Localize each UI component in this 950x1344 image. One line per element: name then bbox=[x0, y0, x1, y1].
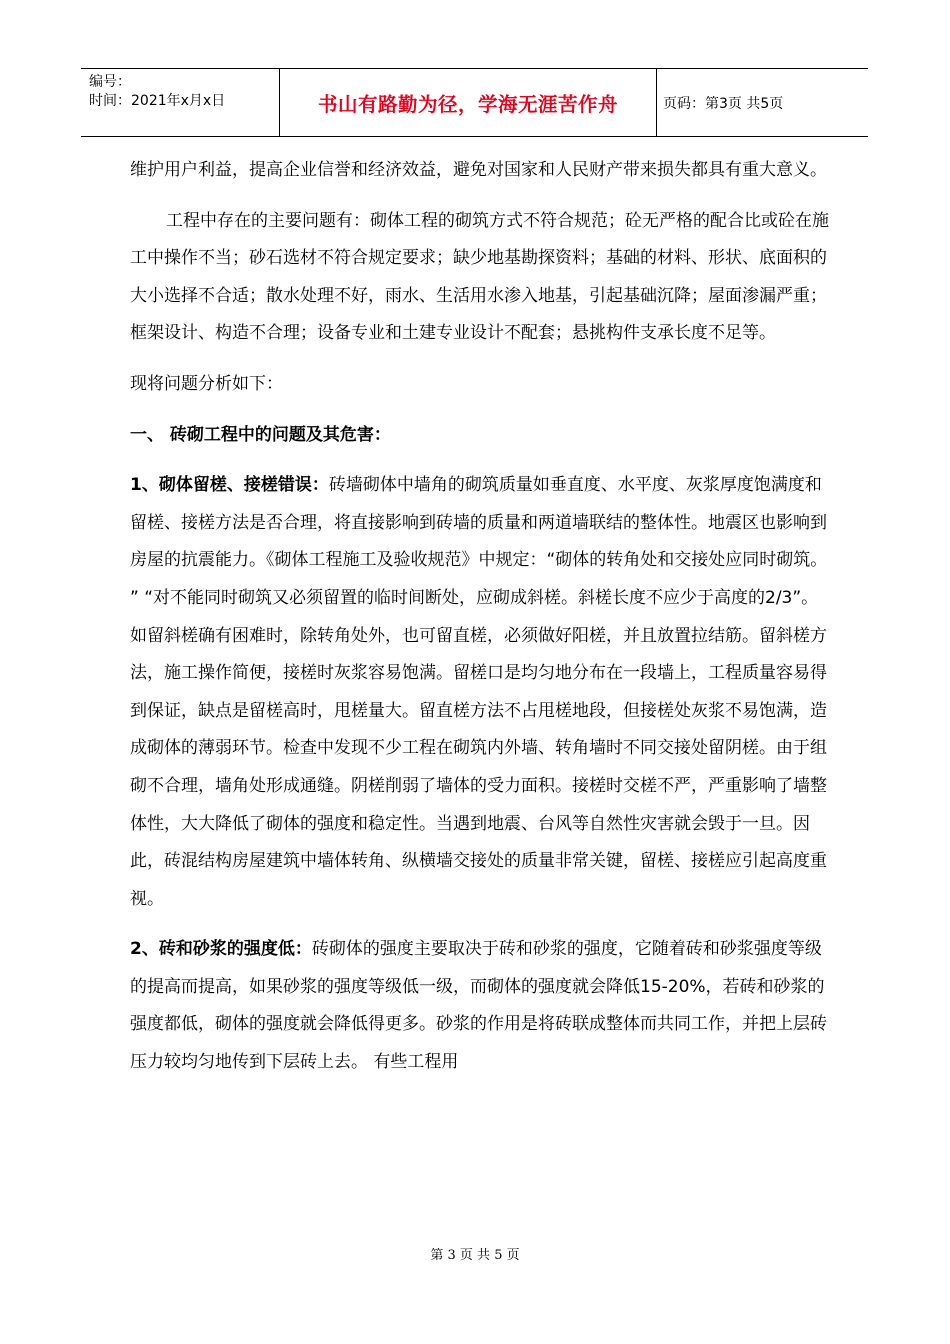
paragraph-text: 砖砌体的强度主要取决于砖和砂浆的强度，它随着砖和砂浆强度等级的提高而提高，如果砂浆的强度等级低一级，而砌体的强度就会降低15-20%，若砖和砂浆的强度都低，砌体的强度就会降低得更多。砂浆的作用是将砖联成整体而共同工作，并把上层砖压力较均匀地传到下层砖上去。 有些工程用 bbox=[130, 939, 827, 1073]
section-heading: 一、 砖砌工程中的问题及其危害： bbox=[130, 424, 391, 445]
paragraph: 工程中存在的主要问题有：砌体工程的砌筑方式不符合规范；砼无严格的配合比或砼在施工中操作不当；砂石选材不符合规定要求；缺少地基勘探资料；基础的材料、形状、底面积的大小选择不合适；散水处理不好，雨水、生活用水渗入地基，引起基础沉降；屋面渗漏严重；框架设计、构造不合理；设备专业和土建专业设计不配套；悬挑构件支承长度不足等。 bbox=[130, 210, 829, 344]
paragraph bbox=[130, 931, 830, 1081]
page-footer: 第 3 页 共 5 页 bbox=[430, 1248, 520, 1263]
page-label: 页码：第3页 共5页 bbox=[663, 95, 784, 112]
header-meta-cell bbox=[81, 69, 280, 136]
paragraph: 现将问题分析如下： bbox=[130, 373, 283, 394]
time-label: 时间：2021年x月x日 bbox=[89, 93, 226, 109]
paragraph bbox=[130, 467, 830, 918]
number-label: 编号： bbox=[89, 74, 131, 90]
header-table bbox=[81, 68, 868, 137]
motto: 书山有路勤为径，学海无涯苦作舟 bbox=[280, 69, 657, 136]
subheading: 1、砌体留槎、接槎错误： bbox=[130, 475, 329, 496]
paragraph: 维护用户利益，提高企业信誉和经济效益，避免对国家和人民财产带来损失都具有重大意义。 bbox=[130, 160, 827, 180]
paragraph-text: 砖墙砌体中墙角的砌筑质量如垂直度、水平度、灰浆厚度饱满度和留槎、接槎方法是否合理，将直接影响到砖墙的质量和两道墙联结的整体性。地震区也影响到房屋的抗震能力。《砌体工程施工及验收规范》中规定：“砌体的转角处和交接处应同时砌筑。 ” “对不能同时砌筑又必须留置的临时间断处，应砌成斜槎。斜槎长度不应少于高度的2/3”。如留斜槎确有困难时，除转角处外，也可留直槎，必须做好阳槎，并且放置拉结筋。留斜槎方法，施工操作简便，接槎时灰浆容易饱满。留槎口是均匀地分布在一段墙上，工程质量容易得到保证，缺点是留槎高时，甩槎量大。留直槎方法不占甩槎地段，但接槎处灰浆不易饱满，造成砌体的薄弱环节。检查中发现不少工程在砌筑内外墙、转角墙时不同交接处留阴槎。由于组砌不合理，墙角处形成通缝。阴槎削弱了墙体的受力面积。接槎时交槎不严，严重影响了墙整体性，大大降低了砌体的强度和稳定性。当遇到地震、台风等自然性灾害就会毁于一旦。因此，砖混结构房屋建筑中墙体转角、纵横墙交接处的质量非常关键，留槎、接槎应引起高度重视。 bbox=[130, 475, 828, 909]
subheading: 2、砖和砂浆的强度低： bbox=[130, 939, 312, 960]
body-text bbox=[130, 152, 830, 1082]
